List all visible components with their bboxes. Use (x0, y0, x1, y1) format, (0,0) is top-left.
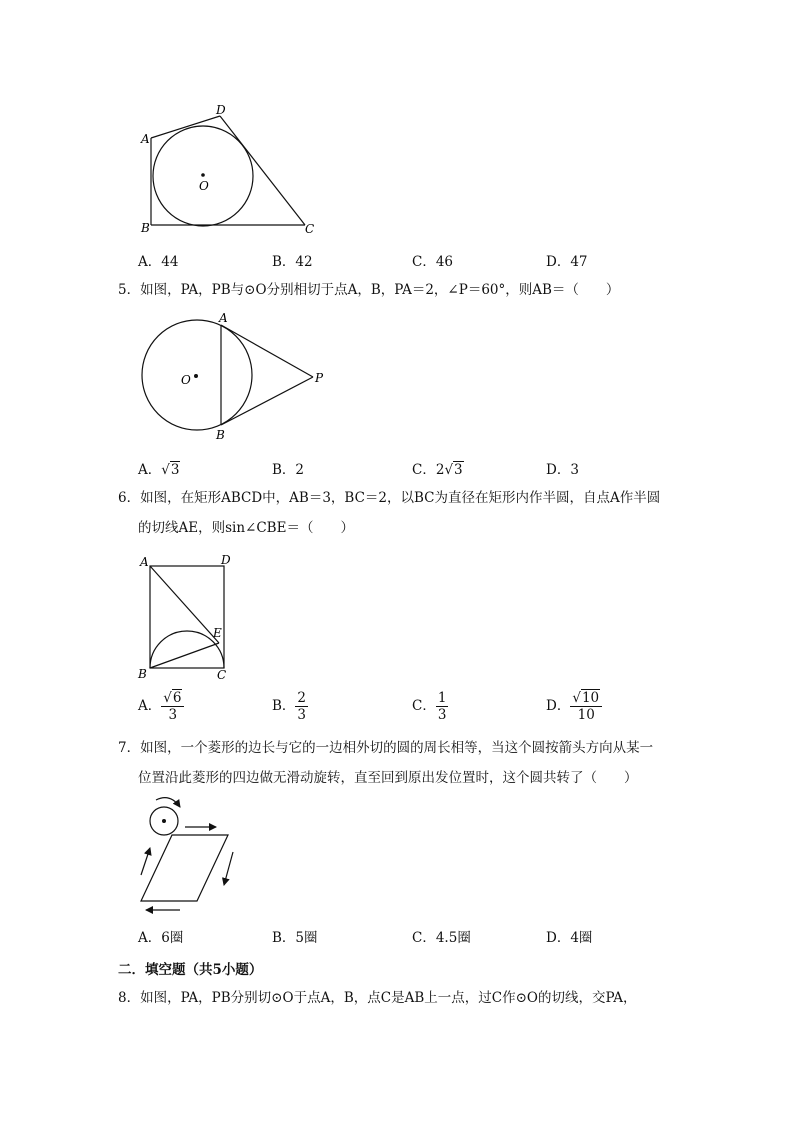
q7-figure (130, 795, 250, 920)
q7-option-c: C．4.5圈 (412, 930, 471, 946)
q6-segment-be (150, 643, 219, 668)
q7-arrow-left (141, 848, 150, 875)
q5-option-c: C．2√3 (412, 462, 463, 478)
q6-stem-line2: 的切线AE，则sin∠CBE＝（ ） (138, 520, 354, 536)
q7-rhombus (141, 835, 228, 901)
q7-option-d: D．4圈 (546, 930, 593, 946)
q6-label-a: A (140, 555, 149, 569)
q4-label-a: A (141, 132, 150, 146)
q5-option-b: B．2 (272, 462, 305, 478)
section-heading-fill-in: 二．填空题（共5小题） (118, 962, 263, 978)
q8-stem: 8．如图，PA，PB分别切⊙O于点A，B，点C是AB上一点，过C作⊙O的切线，交PA， (118, 990, 637, 1006)
q4-side-dc (220, 116, 305, 225)
q6-figure (135, 548, 245, 684)
q7-arrow-right (224, 852, 233, 885)
q5-label-b: B (216, 428, 225, 442)
q5-label-p: P (315, 371, 324, 385)
q4-figure (135, 100, 325, 240)
q7-circle-center-dot (162, 819, 166, 823)
q6-label-e: E (213, 626, 222, 640)
q4-option-b: B．42 (272, 254, 313, 270)
q6-label-c: C (217, 668, 227, 682)
q5-stem: 5．如图，PA，PB与⊙O分别相切于点A，B，PA＝2，∠P＝60°，则AB＝（ ） (118, 282, 620, 298)
q6-stem-line1: 6．如图，在矩形ABCD中，AB＝3，BC＝2，以BC为直径在矩形内作半圆，自点A作半圆 (118, 490, 661, 506)
q5-tangent-pa (221, 325, 313, 377)
q7-stem-line2: 位置沿此菱形的四边做无滑动旋转，直至回到原出发位置时，这个圆共转了（ ） (138, 770, 638, 786)
q4-option-d: D．47 (546, 254, 588, 270)
q4-label-c: C (305, 222, 315, 236)
q7-rotation-arrow (156, 798, 180, 807)
q7-option-b: B．5圈 (272, 930, 318, 946)
q6-option-c: C． $\frac{1}{3}$ (412, 690, 447, 723)
q4-label-o: O (199, 179, 209, 193)
q4-center-dot (201, 173, 205, 177)
q4-option-c: C．46 (412, 254, 454, 270)
q6-option-b: B． $\frac{2}{3}$ (272, 690, 307, 723)
q5-option-a: A．√3 (138, 462, 180, 478)
q5-tangent-pb (221, 377, 313, 425)
q6-label-d: D (221, 553, 231, 567)
q5-figure (130, 308, 340, 448)
q5-option-d: D．3 (546, 462, 579, 478)
q6-option-a: A． $\frac{√6}{3}$ (138, 690, 184, 723)
q6-option-d: D． $\frac{√10}{10}$ (546, 690, 602, 723)
q4-label-b: B (141, 221, 150, 235)
q6-label-b: B (138, 667, 147, 681)
q5-label-o: O (181, 373, 191, 387)
q5-center-dot (194, 374, 198, 378)
q4-option-a: A．44 (138, 254, 179, 270)
q7-option-a: A．6圈 (138, 930, 184, 946)
q5-label-a: A (219, 311, 228, 325)
q4-label-d: D (216, 103, 226, 117)
q6-rectangle (150, 566, 224, 668)
q7-stem-line1: 7．如图，一个菱形的边长与它的一边相外切的圆的周长相等，当这个圆按箭头方向从某一 (118, 740, 654, 756)
